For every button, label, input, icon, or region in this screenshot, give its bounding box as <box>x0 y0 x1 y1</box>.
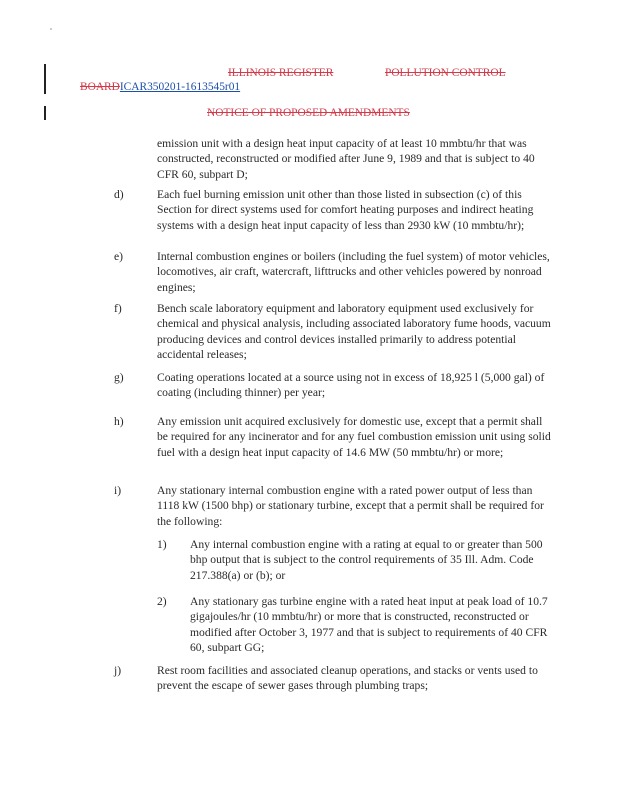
docket-link[interactable]: ICAR350201-1613545r01 <box>119 81 241 93</box>
subitem-text-2: Any stationary gas turbine engine with a rated heat input at peak load of 10.7 gigajoules/hr (10 mmbtu/hr) or more that is constructed, reconstructed or modified after October 3, 1977 and that is subject to requirements of 40 CFR 60, subpart GG; <box>190 595 548 655</box>
header-board-line <box>80 80 240 94</box>
notice-heading <box>207 106 410 120</box>
notice-title: NOTICE OF PROPOSED AMENDMENTS <box>207 107 410 119</box>
item-text-i: Any stationary internal combustion engine with a rated power output of less than 1118 kW (1500 bhp) or stationary turbine, except that a permit shall be required for the following: <box>157 484 544 528</box>
item-text-d: Each fuel burning emission unit other than those listed in subsection (c) of this Section for direct systems used for comfort heating purposes and indirect heating systems with a design heat input capacity of less than 2930 kW (10 mmbtu/hr); <box>157 188 534 232</box>
subitem-text-1: Any internal combustion engine with a rating at equal to or greater than 500 bhp output that is subject to the control requirements of 35 Ill. Adm. Code 217.388(a) or (b); or <box>190 538 543 582</box>
register-title: ILLINOIS REGISTER <box>228 67 334 79</box>
item-text-f: Bench scale laboratory equipment and laboratory equipment used exclusively for chemical and physical analysis, including associated laboratory fume hoods, vacuum producing devices and control devices installed primarily to address potential accidental releases; <box>157 302 551 362</box>
item-label-j: j) <box>114 664 122 677</box>
agency-title: POLLUTION CONTROL <box>385 67 506 79</box>
item-label-d: d) <box>114 188 124 201</box>
item-text-e: Internal combustion engines or boilers (including the fuel system) of motor vehicles, locomotives, air craft, watercraft, lifttrucks and other vehicles powered by nonroad engines; <box>157 250 550 294</box>
header-register <box>228 66 333 80</box>
item-label-e: e) <box>114 250 124 263</box>
item-label-f: f) <box>114 302 122 315</box>
subitem-label-2: 2) <box>157 595 167 608</box>
board-struck: BOARD <box>80 81 120 93</box>
item-text-h: Any emission unit acquired exclusively for domestic use, except that a permit shall be required for any incinerator and for any fuel combustion emission unit using solid fuel with a design heat input capacity of 14.6 MW (50 mmbtu/hr) or more; <box>157 415 551 459</box>
item-text-g: Coating operations located at a source using not in excess of 18,925 l (5,000 gal) of coating (including thinner) per year; <box>157 371 545 400</box>
change-bar <box>44 64 46 94</box>
header-agency <box>385 66 506 80</box>
item-label-g: g) <box>114 371 124 384</box>
scan-speck <box>50 28 52 30</box>
item-text-j: Rest room facilities and associated cleanup operations, and stacks or vents used to prevent the escape of sewer gases through plumbing traps; <box>157 664 538 693</box>
item-label-i: i) <box>114 484 122 497</box>
change-bar <box>44 106 46 120</box>
subitem-label-1: 1) <box>157 538 167 551</box>
item-label-h: h) <box>114 415 124 428</box>
continuation-paragraph: emission unit with a design heat input capacity of at least 10 mmbtu/hr that was constructed, reconstructed or modified after June 9, 1989 and that is subject to 40 CFR 60, subpart D; <box>157 137 535 181</box>
